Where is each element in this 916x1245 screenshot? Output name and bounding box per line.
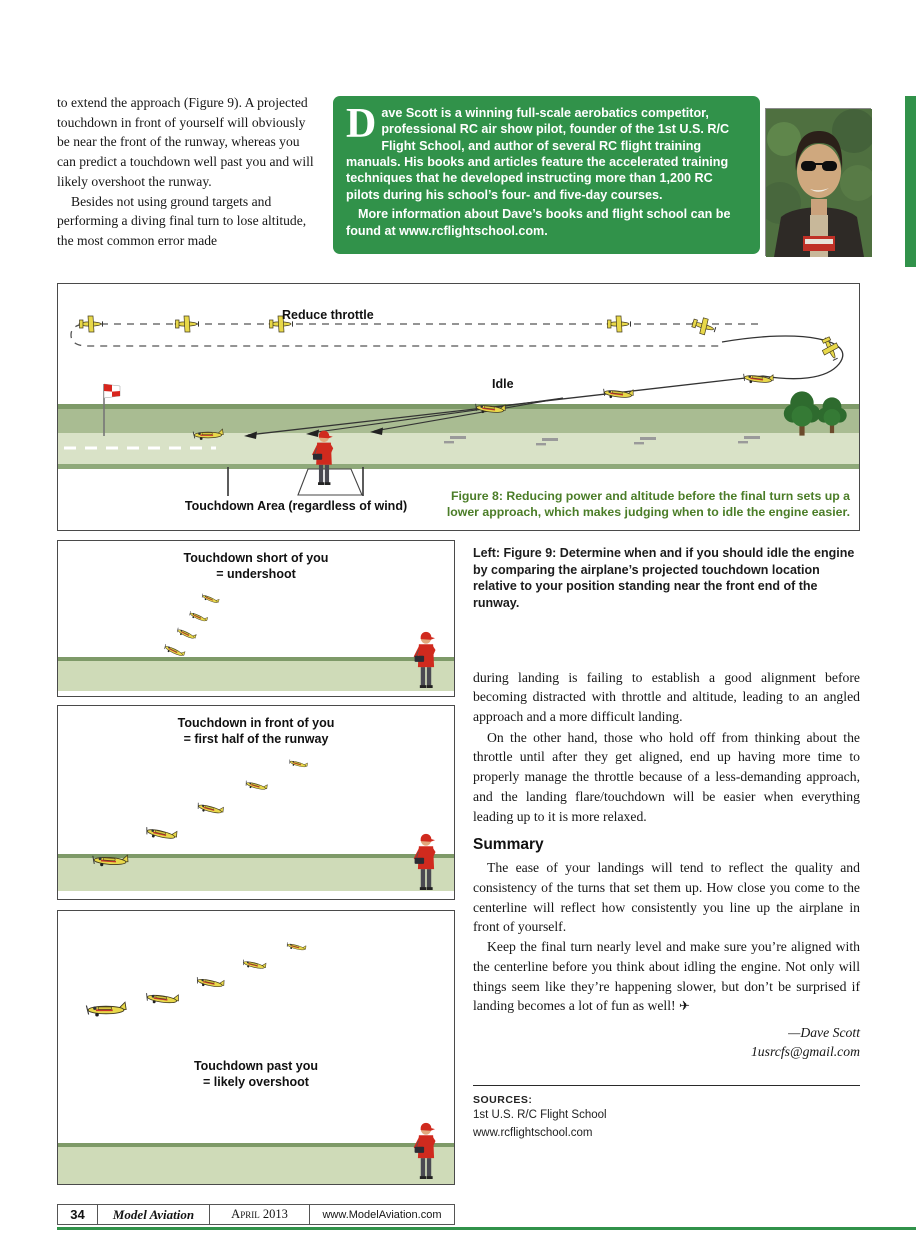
figure9-panel-overshoot <box>57 910 455 1185</box>
airplane-icon <box>201 592 220 605</box>
issue-date: April 2013 <box>210 1205 310 1224</box>
airplane-icon <box>196 975 225 991</box>
circuit-dashed-path <box>71 324 758 346</box>
body-paragraph: On the other hand, those who hold off from thinking about the throttle until after they get aligned, end up having more time to properly manage the throttle because of a less-demanding approach, and the landing flare/touchdown will be easier when everything leading up to it is more relaxed. <box>473 729 860 824</box>
airplane-icon <box>242 958 267 972</box>
airplane-icon <box>690 315 717 337</box>
airplane-dingbat-icon: ✈ <box>679 999 690 1015</box>
sources-item: www.rcflightschool.com <box>473 1126 593 1139</box>
summary-paragraph: The ease of your landings will tend to reflect the quality and consistency of the turns that set them up. How close you come to the centerline will reflect how consistently you line up the airplane in front of yourself. <box>473 860 860 935</box>
airplane-icon <box>245 779 268 793</box>
intro-paragraph: to extend the approach (Figure 9). A projected touchdown in front of yourself will obviously be near the front of the runway, whereas you can predict a touchdown well past you and will likely overshoot the runway. <box>57 95 314 189</box>
page-number: 34 <box>58 1205 98 1224</box>
drop-cap: D <box>346 101 377 147</box>
footer-green-rule <box>57 1227 916 1230</box>
airplane-icon <box>79 316 103 332</box>
touchdown-mat <box>298 469 362 495</box>
airplane-icon <box>145 825 178 843</box>
right-column <box>473 545 860 1141</box>
footer-bar <box>57 1204 455 1225</box>
summary-paragraph-text: Keep the final turn nearly level and make sure you’re aligned with the centerline before you think about idling the engine. Not only will things seem like they’re happening slower, but don’t be surprised if landing becomes a lot of fun as well! <box>473 939 860 1014</box>
panel2-title-line2: = first half of the runway <box>183 731 329 746</box>
intro-paragraph: Besides not using ground targets and performing a diving final turn to lose altitude, the most common error made <box>57 193 307 248</box>
airplane-icon <box>603 386 634 400</box>
summary-paragraph <box>473 937 860 1017</box>
page-edge-green-strip <box>905 96 916 267</box>
magazine-name: Model Aviation <box>98 1205 210 1224</box>
airplane-icon <box>175 316 199 332</box>
author-portrait-illustration <box>766 109 872 257</box>
body-text <box>473 668 860 827</box>
figure8-caption: Figure 8: Reducing power and altitude before the final turn sets up a lower approach, which makes judging when to idle the engine easier. <box>446 489 850 520</box>
panel3-scene <box>58 911 454 1184</box>
figure8-diagram <box>57 283 860 531</box>
airplane-icon <box>196 801 224 817</box>
magazine-website: www.ModelAviation.com <box>322 1208 442 1221</box>
panel3-title <box>58 1059 454 1090</box>
airplane-icon <box>163 643 186 659</box>
sources-block <box>473 1085 860 1141</box>
author-bio-text: ave Scott is a winning full-scale aerobatics competitor, professional RC air show pilot, founder of the 1st U.S. R/C Flight School, and author of several RC flight training manuals. His books and articles feature the accelerated training techniques that he developed instructing more than 1,200 RC pilots during his school’s four- and five-day courses. <box>346 106 730 202</box>
figure9-panel-front-half <box>57 705 455 900</box>
panel2-title <box>58 716 454 747</box>
panel1-title-line1: Touchdown short of you <box>183 551 329 565</box>
reduce-throttle-label: Reduce throttle <box>282 308 374 322</box>
author-photo <box>765 108 871 256</box>
airplane-icon <box>818 335 842 363</box>
idle-label: Idle <box>492 377 514 391</box>
author-bio-box <box>333 96 760 254</box>
airplane-icon <box>145 990 179 1006</box>
author-email: 1usrcfs@gmail.com <box>750 1044 860 1060</box>
airplane-icon <box>288 758 308 769</box>
panel1-title <box>58 551 454 582</box>
author-bio-more: More information about Dave’s books and flight school can be found at www.rcflightschool.com. <box>346 207 731 238</box>
airplane-icon <box>86 1002 126 1016</box>
sources-heading: SOURCES: <box>473 1094 533 1107</box>
airplane-icon <box>286 941 307 953</box>
airplane-icon <box>607 316 631 332</box>
body-paragraph: during landing is failing to establish a good alignment before becoming distracted with throttle and altitude, leading to an angled approach and a more difficult landing. <box>473 669 860 724</box>
panel2-title-line1: Touchdown in front of you <box>177 716 335 730</box>
airplane-icon <box>176 626 197 641</box>
sources-item: 1st U.S. R/C Flight School <box>473 1109 607 1122</box>
figure9-caption: Left: Figure 9: Determine when and if you should idle the engine by comparing the airplane’s projected touchdown location relative to your position standing near the front end of the runway. <box>473 546 855 610</box>
airplane-icon <box>743 371 774 385</box>
touchdown-area-label: Touchdown Area (regardless of wind) <box>184 499 408 513</box>
figure9-panel-undershoot <box>57 540 455 697</box>
panel3-title-line2: = likely overshoot <box>203 1074 309 1089</box>
byline: —Dave Scott <box>788 1025 860 1040</box>
summary-body <box>473 858 860 1017</box>
airplane-icon <box>188 610 208 624</box>
intro-column <box>57 93 320 251</box>
panel1-title-line2: = undershoot <box>216 566 296 581</box>
panel3-title-line1: Touchdown past you <box>193 1059 319 1073</box>
summary-heading: Summary <box>473 836 544 854</box>
